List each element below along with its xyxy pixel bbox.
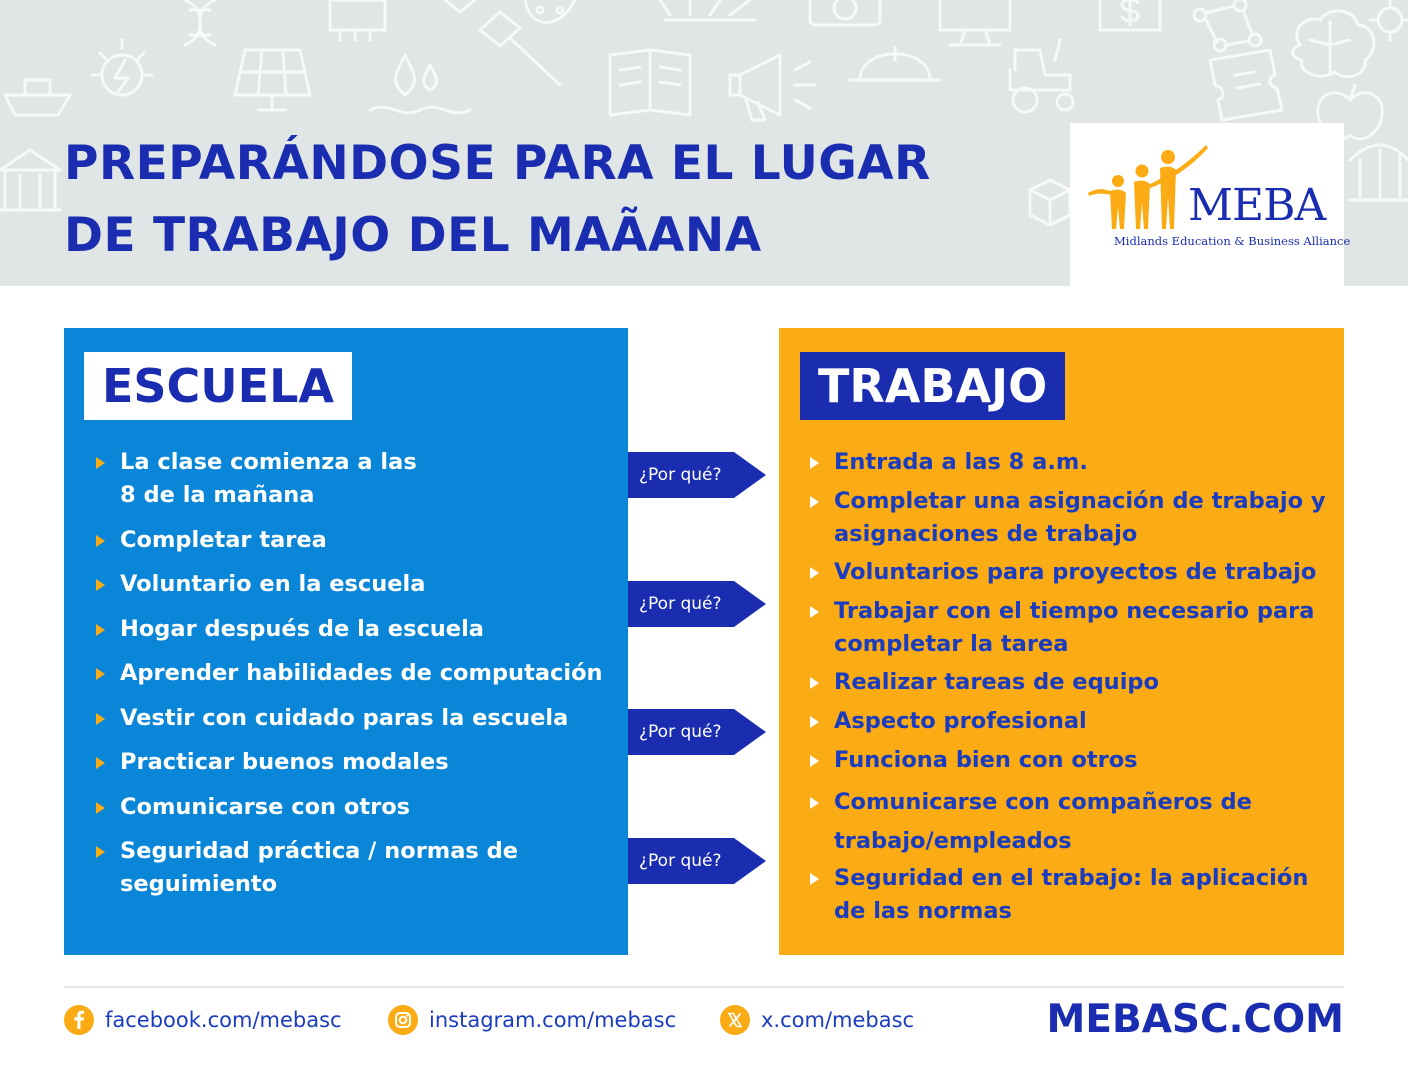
why-label: ¿Por qué?: [639, 722, 722, 742]
list-item-text: Realizar tareas de equipo: [834, 669, 1159, 695]
dollar-icon: [1100, 0, 1160, 30]
sun-icon: [660, 0, 755, 20]
triangle-bullet-icon: [96, 846, 105, 858]
footer-divider: [64, 986, 1344, 988]
instagram-icon: [388, 1005, 418, 1035]
triangle-bullet-icon: [96, 457, 105, 469]
list-item: [96, 791, 410, 824]
triangle-bullet-icon: [810, 716, 819, 728]
bridge-icon: [1350, 145, 1408, 200]
list-item: [810, 862, 1308, 928]
gear-icon: [1370, 0, 1408, 40]
logo-wordmark: MEBA: [1188, 180, 1326, 231]
title-line-1: PREPARÁNDOSE PARA EL LUGAR: [64, 136, 931, 191]
list-item: [96, 446, 417, 512]
work-panel: [779, 328, 1344, 955]
facebook-icon: [64, 1005, 94, 1035]
why-arrow: [628, 452, 766, 498]
why-arrow: [628, 709, 766, 755]
logo-subtitle: Midlands Education & Business Alliance: [1114, 234, 1351, 248]
building-icon: [0, 150, 60, 210]
list-item: [810, 446, 1088, 479]
list-item-text: Funciona bien con otros: [834, 747, 1138, 773]
list-item-text: Comunicarse con otros: [120, 794, 411, 820]
list-item-text: Completar tarea: [120, 527, 327, 553]
triangle-bullet-icon: [96, 802, 105, 814]
list-item: [810, 485, 1326, 551]
why-label: ¿Por qué?: [639, 851, 722, 871]
chip-icon: [330, 0, 385, 40]
brain-icon: [1293, 11, 1374, 77]
list-item: [96, 657, 603, 690]
x-icon: [720, 1005, 750, 1035]
triangle-bullet-icon: [810, 496, 819, 508]
list-item-text: Completar una asignación de trabajo y asignaciones de trabajo: [834, 488, 1326, 547]
list-item: [810, 595, 1314, 661]
list-item-text: Voluntario en la escuela: [120, 571, 426, 597]
why-arrow: [628, 581, 766, 627]
tractor-icon: [1010, 40, 1073, 112]
computer-icon: [940, 0, 1010, 45]
triangle-bullet-icon: [810, 797, 819, 809]
theater-masks-icon: [525, 0, 575, 23]
list-item: [810, 783, 1252, 861]
meba-logo: [1070, 123, 1351, 286]
website-link[interactable]: MEBASC.COM: [1046, 997, 1344, 1042]
triangle-bullet-icon: [96, 757, 105, 769]
triangle-bullet-icon: [810, 873, 819, 885]
school-heading: ESCUELA: [84, 352, 352, 420]
list-item-text: Hogar después de la escuela: [120, 616, 484, 642]
instagram-link-text: instagram.com/mebasc: [429, 1008, 677, 1032]
list-item-text: Trabajar con el tiempo necesario para completar la tarea: [834, 598, 1315, 657]
triangle-bullet-icon: [96, 535, 105, 547]
title-line-2: DE TRABAJO DEL MAÃANA: [64, 208, 762, 263]
school-panel: [64, 328, 628, 955]
triangle-bullet-icon: [96, 713, 105, 725]
triangle-bullet-icon: [810, 677, 819, 689]
list-item-text: La clase comienza a las 8 de la mañana: [120, 449, 417, 508]
network-icon: [1194, 0, 1261, 51]
work-heading: TRABAJO: [800, 352, 1065, 420]
why-label: ¿Por qué?: [639, 594, 722, 614]
triangle-bullet-icon: [96, 624, 105, 636]
dna-icon: [185, 0, 215, 45]
camera-icon: [810, 0, 880, 25]
list-item-text: Comunicarse con compañeros de trabajo/empleados: [834, 789, 1252, 854]
ticket-icon: [1210, 50, 1282, 120]
triangle-bullet-icon: [810, 457, 819, 469]
list-item-text: Vestir con cuidado paras la escuela: [120, 705, 569, 731]
lightning-icon: [92, 40, 152, 95]
list-item-text: Aprender habilidades de computación: [120, 660, 603, 686]
hard-hat-icon: [850, 48, 940, 80]
list-item: [96, 613, 484, 646]
instagram-link[interactable]: [388, 1004, 676, 1036]
list-item-text: Aspecto profesional: [834, 708, 1087, 734]
list-item-text: Seguridad en el trabajo: la aplicación de las normas: [834, 865, 1309, 924]
book-icon: [610, 50, 690, 115]
solar-panel-icon: [235, 50, 310, 110]
facebook-link-text: facebook.com/mebasc: [105, 1008, 342, 1032]
cube-icon: [1030, 180, 1070, 225]
page-title: [64, 128, 931, 272]
list-item: [810, 666, 1159, 699]
triangle-bullet-icon: [810, 755, 819, 767]
list-item: [96, 835, 518, 901]
triangle-bullet-icon: [96, 579, 105, 591]
triangle-bullet-icon: [96, 668, 105, 680]
list-item: [96, 568, 425, 601]
why-arrow: [628, 838, 766, 884]
list-item-text: Practicar buenos modales: [120, 749, 449, 775]
boat-icon: [5, 80, 70, 115]
water-drop-icon: [370, 55, 470, 113]
list-item-text: Seguridad práctica / normas de seguimiento: [120, 838, 519, 897]
list-item: [810, 744, 1138, 777]
x-link-text: x.com/mebasc: [761, 1008, 915, 1032]
why-label: ¿Por qué?: [639, 465, 722, 485]
list-item: [810, 705, 1087, 738]
list-item: [810, 556, 1316, 589]
list-item: [96, 746, 449, 779]
megaphone-icon: [730, 55, 815, 120]
list-item-text: Voluntarios para proyectos de trabajo: [834, 559, 1317, 585]
x-link[interactable]: [720, 1004, 914, 1036]
triangle-bullet-icon: [810, 567, 819, 579]
triangle-bullet-icon: [810, 606, 819, 618]
facebook-link[interactable]: [64, 1004, 342, 1036]
list-item: [96, 524, 327, 557]
header-banner: [0, 0, 1408, 286]
list-item-text: Entrada a las 8 a.m.: [834, 449, 1088, 475]
list-item: [96, 702, 568, 735]
